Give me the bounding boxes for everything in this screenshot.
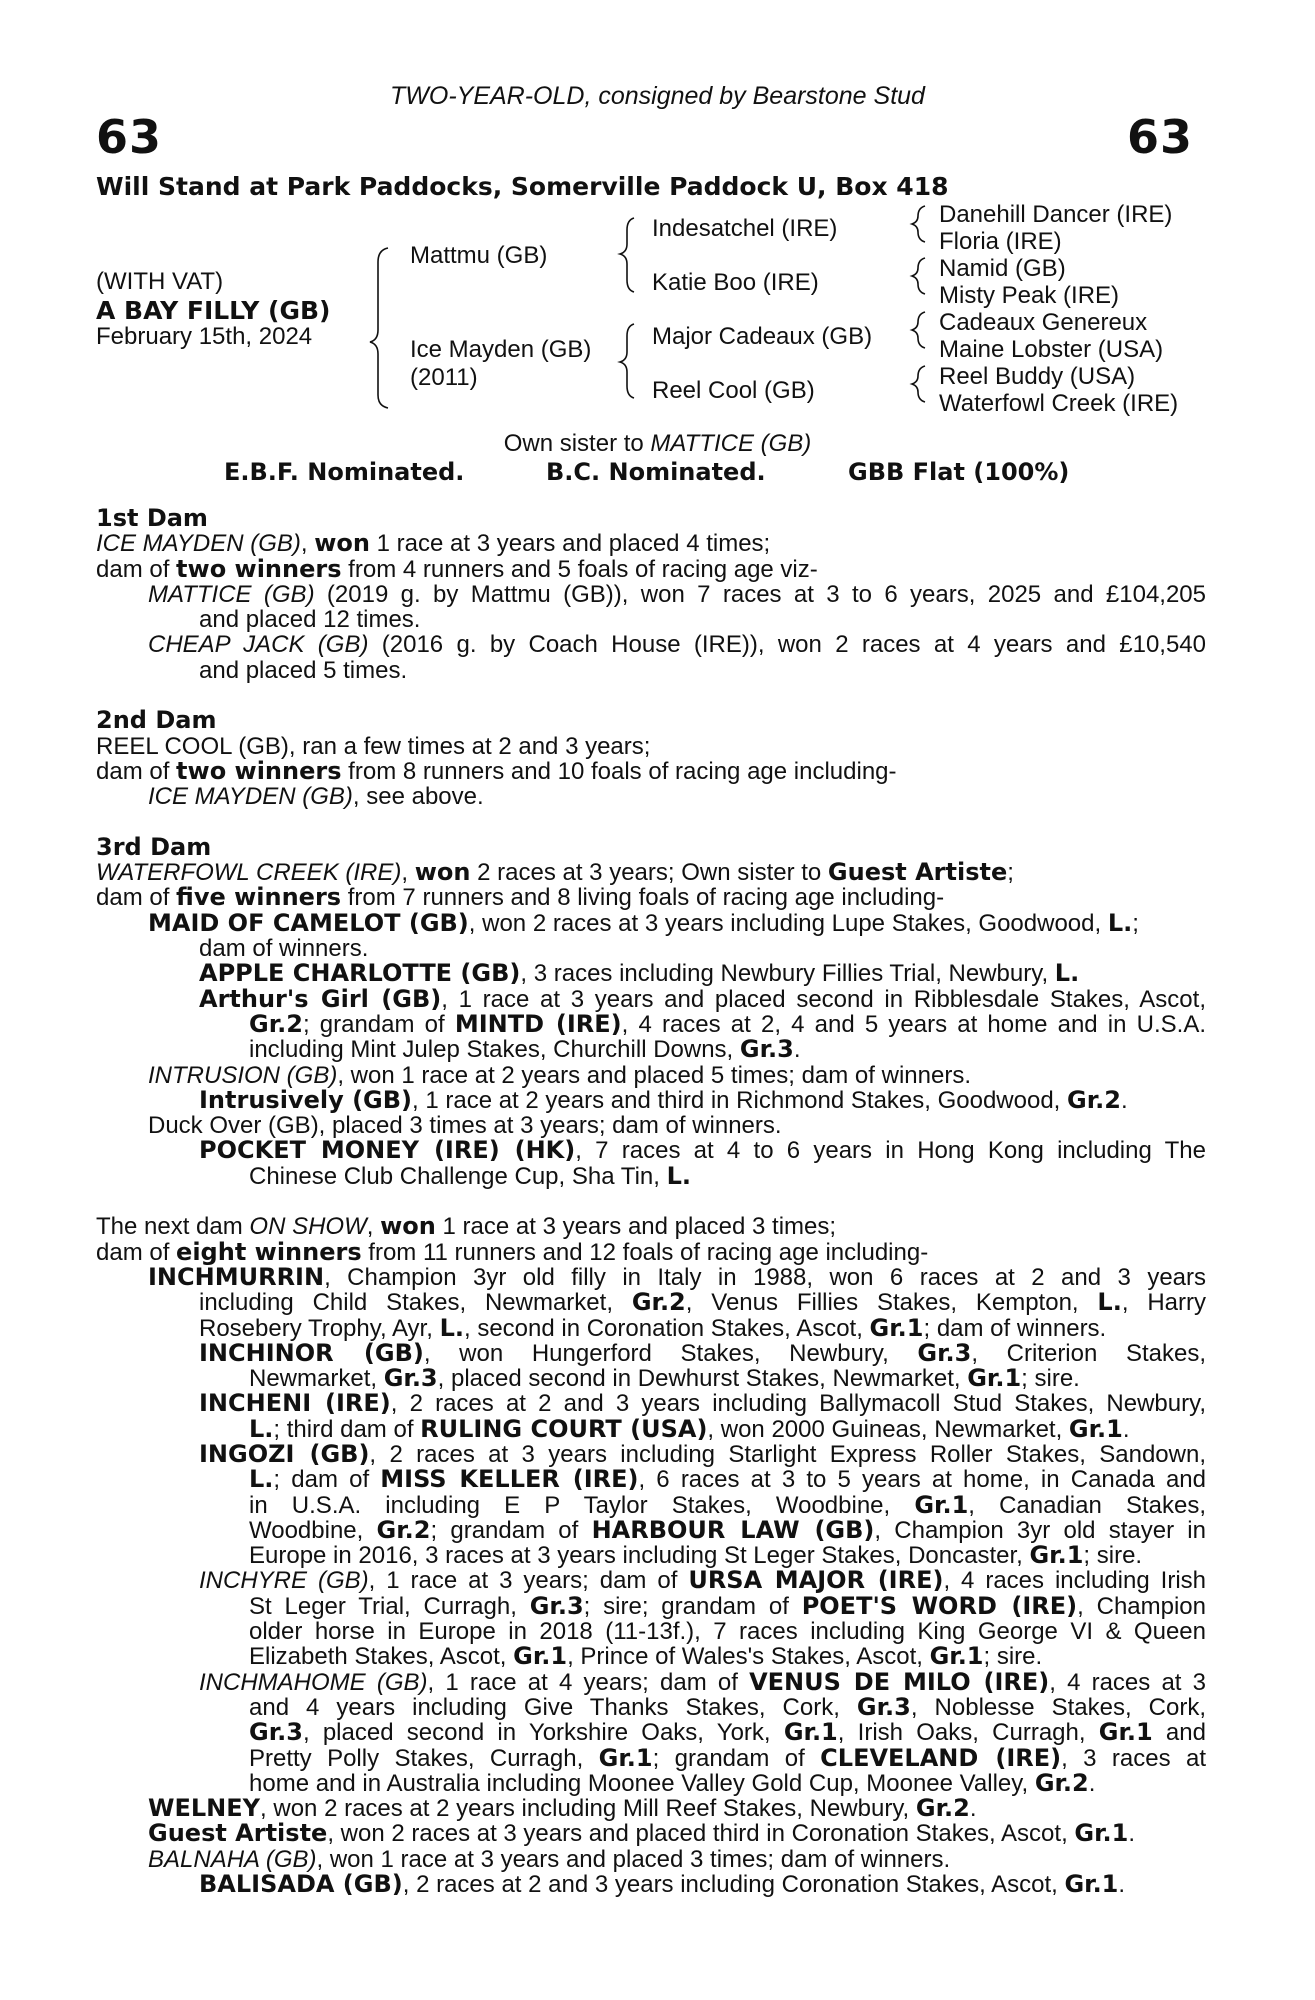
ebf-nomination: E.B.F. Nominated. (224, 458, 465, 486)
body-line: APPLE CHARLOTTE (GB), 3 races including Newbury Fillies Trial, Newbury, L. (199, 959, 1080, 988)
stand-location: Will Stand at Park Paddocks, Somerville Paddock U, Box 418 (96, 172, 949, 201)
body-line: Gr.2; grandam of MINTD (IRE), 4 races at 2, 4 and 5 years at home and in U.S.A. (249, 1009, 1206, 1038)
body-line: INTRUSION (GB), won 1 race at 2 years and placed 5 times; dam of winners. (148, 1061, 971, 1089)
body-line: BALISADA (GB), 2 races at 2 and 3 years including Coronation Stakes, Ascot, Gr.1. (199, 1870, 1126, 1899)
body-line: Guest Artiste, won 2 races at 3 years and placed third in Coronation Stakes, Ascot, Gr.1. (148, 1819, 1136, 1848)
lot-number-right: 63 (1127, 110, 1194, 164)
lot-number-left: 63 (96, 110, 163, 164)
body-line: Woodbine, Gr.2; grandam of HARBOUR LAW (GB), Champion 3yr old stayer in (249, 1515, 1206, 1544)
body-line: including Child Stakes, Newmarket, Gr.2, Venus Fillies Stakes, Kempton, L., Harry (199, 1288, 1207, 1317)
catalogue-header: TWO-YEAR-OLD, consigned by Bearstone Stud (390, 82, 925, 110)
body-line: Europe in 2016, 3 races at 3 years including St Leger Stakes, Doncaster, Gr.1; sire. (249, 1541, 1143, 1570)
section-heading-3rd-dam: 3rd Dam (96, 832, 212, 861)
body-line: Newmarket, Gr.3, placed second in Dewhurst Stakes, Newmarket, Gr.1; sire. (249, 1364, 1080, 1393)
body-line: MATTICE (GB) (2019 g. by Mattmu (GB)), won 7 races at 3 to 6 years, 2025 and £104,205 (148, 580, 1206, 608)
gen3-3: Namid (GB) (939, 255, 1066, 282)
gbb-status: GBB Flat (100%) (848, 458, 1070, 486)
body-line: and 4 years including Give Thanks Stakes, Cork, Gr.3, Noblesse Stakes, Cork, (249, 1692, 1207, 1721)
dam-sire: Major Cadeaux (GB) (652, 323, 873, 350)
body-line: Arthur's Girl (GB), 1 race at 3 years and placed second in Ribblesdale Stakes, Ascot, (199, 984, 1206, 1013)
gen3-2: Floria (IRE) (939, 228, 1062, 255)
gen3-6: Maine Lobster (USA) (939, 336, 1164, 363)
section-heading-2nd-dam: 2nd Dam (96, 706, 217, 735)
body-line: The next dam ON SHOW, won 1 race at 3 years and placed 3 times; (96, 1212, 837, 1241)
body-line: dam of eight winners from 11 runners and 12 foals of racing age including- (96, 1237, 929, 1266)
body-line: INCHENI (IRE), 2 races at 2 and 3 years including Ballymacoll Stud Stakes, Newbury, (199, 1389, 1206, 1418)
gen3-4: Misty Peak (IRE) (939, 282, 1120, 309)
body-line: Intrusively (GB), 1 race at 2 years and third in Richmond Stakes, Goodwood, Gr.2. (199, 1085, 1128, 1114)
body-line: INCHMAHOME (GB), 1 race at 4 years; dam of VENUS DE MILO (IRE), 4 races at 3 (199, 1667, 1206, 1696)
own-sister-name: MATTICE (GB) (650, 430, 812, 457)
body-line: Elizabeth Stakes, Ascot, Gr.1, Prince of Wales's Stakes, Ascot, Gr.1; sire. (249, 1642, 1043, 1671)
body-line: INCHMURRIN, Champion 3yr old filly in Italy in 1988, won 6 races at 2 and 3 years (148, 1262, 1206, 1291)
body-line: dam of winners. (199, 935, 369, 963)
body-line: and placed 5 times. (199, 656, 408, 684)
body-line: Pretty Polly Stakes, Curragh, Gr.1; grandam of CLEVELAND (IRE), 3 races at (249, 1743, 1206, 1772)
vat-note: (WITH VAT) (96, 268, 224, 295)
body-line: ICE MAYDEN (GB), see above. (148, 783, 484, 811)
foaling-date: February 15th, 2024 (96, 323, 313, 350)
body-line: Chinese Club Challenge Cup, Sha Tin, L. (249, 1161, 692, 1190)
body-line: dam of two winners from 4 runners and 5 foals of racing age viz- (96, 554, 818, 583)
sire: Mattmu (GB) (410, 242, 548, 269)
body-line: POCKET MONEY (IRE) (HK), 7 races at 4 to 6 years in Hong Kong including The (199, 1136, 1206, 1165)
gen3-5: Cadeaux Genereux (939, 309, 1148, 336)
sire-sire: Indesatchel (IRE) (652, 215, 838, 242)
body-line: St Leger Trial, Curragh, Gr.3; sire; grandam of POET'S WORD (IRE), Champion (249, 1591, 1207, 1620)
body-line: Duck Over (GB), placed 3 times at 3 years; dam of winners. (148, 1112, 782, 1140)
body-line: dam of two winners from 8 runners and 10 foals of racing age including- (96, 756, 897, 785)
section-heading-1st-dam: 1st Dam (96, 504, 208, 532)
lot-name: A BAY FILLY (GB) (96, 296, 331, 325)
bc-nomination: B.C. Nominated. (546, 458, 766, 486)
body-line: Rosebery Trophy, Ayr, L., second in Coronation Stakes, Ascot, Gr.1; dam of winners. (199, 1313, 1107, 1342)
body-line: L.; third dam of RULING COURT (USA), won 2000 Guineas, Newmarket, Gr.1. (249, 1414, 1130, 1443)
dam-dam: Reel Cool (GB) (652, 377, 815, 404)
sire-dam: Katie Boo (IRE) (652, 269, 819, 296)
body-line: WELNEY, won 2 races at 2 years including Mill Reef Stakes, Newbury, Gr.2. (148, 1794, 977, 1823)
body-line: including Mint Julep Stakes, Churchill Downs, Gr.3. (249, 1035, 801, 1064)
catalogue-body (96, 506, 1206, 1897)
body-line: older horse in Europe in 2018 (11-13f.), 7 races including King George VI & Queen (249, 1618, 1206, 1646)
body-line: ICE MAYDEN (GB), won 1 race at 3 years and placed 4 times; (96, 529, 771, 558)
gen3-1: Danehill Dancer (IRE) (939, 201, 1173, 228)
body-line: BALNAHA (GB), won 1 race at 3 years and placed 3 times; dam of winners. (148, 1845, 951, 1873)
body-line: in U.S.A. including E P Taylor Stakes, Woodbine, Gr.1, Canadian Stakes, (249, 1490, 1207, 1519)
dam-year: (2011) (410, 364, 478, 391)
body-line: WATERFOWL CREEK (IRE), won 2 races at 3 years; Own sister to Guest Artiste; (96, 858, 1014, 887)
body-line: INGOZI (GB), 2 races at 3 years including Starlight Express Roller Stakes, Sandown, (199, 1439, 1206, 1468)
body-line: INCHINOR (GB), won Hungerford Stakes, Newbury, Gr.3, Criterion Stakes, (199, 1338, 1206, 1367)
dam: Ice Mayden (GB) (410, 336, 592, 363)
body-line: MAID OF CAMELOT (GB), won 2 races at 3 years including Lupe Stakes, Goodwood, L.; (148, 908, 1139, 937)
body-line: L.; dam of MISS KELLER (IRE), 6 races at 3 to 5 years at home, in Canada and (249, 1465, 1207, 1494)
gen3-8: Waterfowl Creek (IRE) (939, 390, 1179, 417)
body-line: dam of five winners from 7 runners and 8 living foals of racing age including- (96, 883, 945, 912)
body-line: Gr.3, placed second in Yorkshire Oaks, York, Gr.1, Irish Oaks, Curragh, Gr.1 and (249, 1718, 1206, 1747)
gen3-7: Reel Buddy (USA) (939, 363, 1136, 390)
body-line: CHEAP JACK (GB) (2016 g. by Coach House (IRE)), won 2 races at 4 years and £10,540 (148, 631, 1206, 659)
body-line: home and in Australia including Moonee Valley Gold Cup, Moonee Valley, Gr.2. (249, 1768, 1096, 1797)
own-sister-note: Own sister to MATTICE (GB) (503, 430, 812, 457)
body-line: INCHYRE (GB), 1 race at 3 years; dam of URSA MAJOR (IRE), 4 races including Irish (199, 1566, 1206, 1595)
body-line: REEL COOL (GB), ran a few times at 2 and 3 years; (96, 732, 651, 760)
body-line: and placed 12 times. (199, 606, 421, 634)
